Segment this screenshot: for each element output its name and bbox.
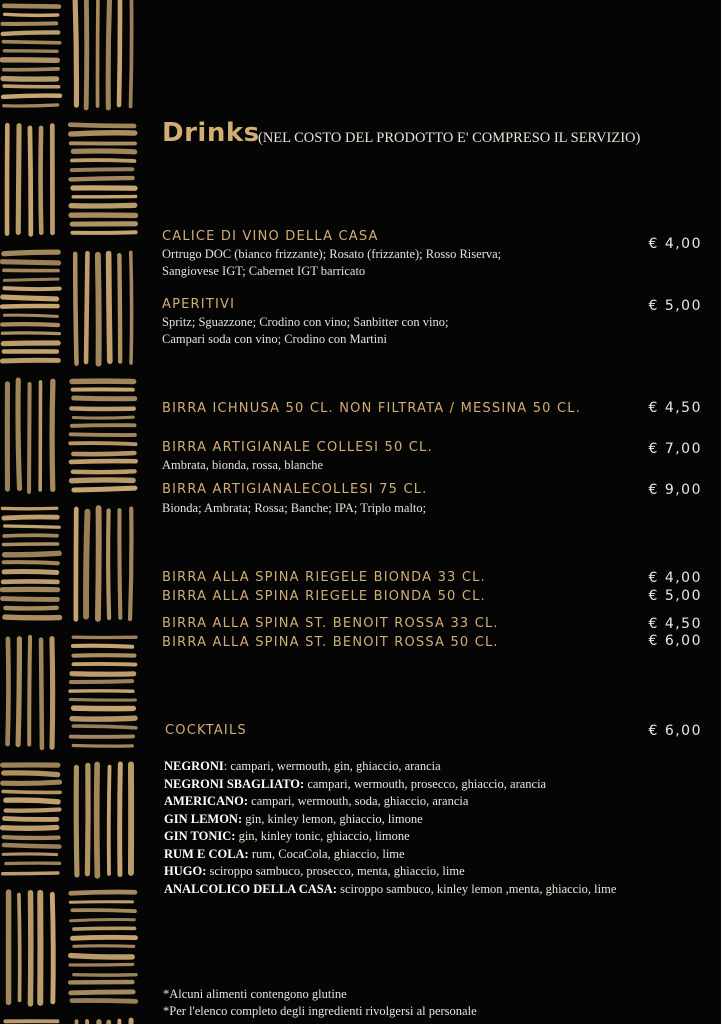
menu-item bbox=[162, 440, 702, 474]
item-name: BIRRA ICHNUSA 50 CL. NON FILTRATA / MESSINA 50 CL. bbox=[162, 401, 582, 416]
cocktail-item: ANALCOLICO DELLA CASA: sciroppo sambuco, kinley lemon ,menta, ghiaccio, lime bbox=[164, 881, 617, 896]
menu-item bbox=[162, 482, 702, 517]
service-note: (NEL COSTO DEL PRODOTTO E' COMPRESO IL SERVIZIO) bbox=[258, 130, 641, 146]
menu-item bbox=[162, 570, 702, 585]
item-price: € 6,00 bbox=[648, 633, 702, 649]
page-title: Drinks bbox=[162, 118, 260, 148]
item-price: € 6,00 bbox=[648, 723, 702, 739]
item-name: BIRRA ARTIGIANALECOLLESI 75 CL. bbox=[162, 482, 428, 497]
cocktail-item: RUM E COLA: rum, CocaCola, ghiaccio, lime bbox=[164, 846, 405, 861]
item-price: € 9,00 bbox=[648, 482, 702, 498]
cocktail-item: GIN TONIC: gin, kinley tonic, ghiaccio, limone bbox=[164, 829, 410, 843]
cocktail-item: AMERICANO: campari, wermouth, soda, ghiaccio, arancia bbox=[164, 794, 469, 808]
item-name: BIRRA ALLA SPINA RIEGELE BIONDA 50 CL. bbox=[162, 589, 486, 604]
item-description: Sangiovese IGT; Cabernet IGT barricato bbox=[162, 264, 366, 278]
decorative-pattern bbox=[0, 0, 140, 1024]
item-name: BIRRA ALLA SPINA ST. BENOIT ROSSA 33 CL. bbox=[162, 616, 499, 631]
footnote: *Per l'elenco completo degli ingredienti rivolgersi al personale bbox=[163, 1004, 477, 1018]
item-name: BIRRA ALLA SPINA RIEGELE BIONDA 33 CL. bbox=[162, 570, 486, 585]
cocktail-list bbox=[164, 758, 704, 898]
footnote: *Alcuni alimenti contengono glutine bbox=[163, 987, 347, 1001]
item-description: Campari soda con vino; Crodino con Martini bbox=[162, 332, 387, 346]
cocktail-item: NEGRONI SBAGLIATO: campari, wermouth, prosecco, ghiaccio, arancia bbox=[164, 776, 547, 791]
menu-item bbox=[162, 229, 702, 280]
cocktail-item: HUGO: sciroppo sambuco, prosecco, menta, ghiaccio, lime bbox=[164, 864, 465, 878]
menu-item bbox=[165, 723, 702, 738]
item-price: € 7,00 bbox=[648, 441, 702, 457]
item-description: Bionda; Ambrata; Rossa; Banche; IPA; Triplo malto; bbox=[162, 501, 427, 515]
menu-item bbox=[162, 297, 702, 348]
item-description: Ambrata, bionda, rossa, blanche bbox=[162, 458, 324, 472]
item-description: Ortrugo DOC (bianco frizzante); Rosato (frizzante); Rosso Riserva; bbox=[162, 247, 502, 261]
item-price: € 5,00 bbox=[648, 588, 702, 604]
menu-item bbox=[162, 589, 702, 604]
item-name: BIRRA ARTIGIANALE COLLESI 50 CL. bbox=[162, 440, 433, 455]
menu-item bbox=[162, 616, 702, 631]
item-price: € 4,00 bbox=[648, 236, 702, 252]
item-name: COCKTAILS bbox=[165, 723, 247, 738]
item-price: € 4,50 bbox=[648, 400, 702, 416]
menu-item bbox=[162, 635, 702, 650]
item-price: € 4,50 bbox=[648, 616, 702, 632]
footnotes bbox=[163, 986, 477, 1020]
cocktail-item: NEGRONI: campari, wermouth, gin, ghiaccio, arancia bbox=[164, 759, 441, 773]
menu-item bbox=[162, 401, 702, 416]
item-price: € 5,00 bbox=[648, 298, 702, 314]
item-name: BIRRA ALLA SPINA ST. BENOIT ROSSA 50 CL. bbox=[162, 635, 499, 650]
item-name: APERITIVI bbox=[162, 297, 236, 312]
cocktail-item: GIN LEMON: gin, kinley lemon, ghiaccio, limone bbox=[164, 811, 423, 826]
item-name: CALICE DI VINO DELLA CASA bbox=[162, 229, 379, 244]
item-description: Spritz; Sguazzone; Crodino con vino; Sanbitter con vino; bbox=[162, 315, 449, 329]
item-price: € 4,00 bbox=[648, 570, 702, 586]
